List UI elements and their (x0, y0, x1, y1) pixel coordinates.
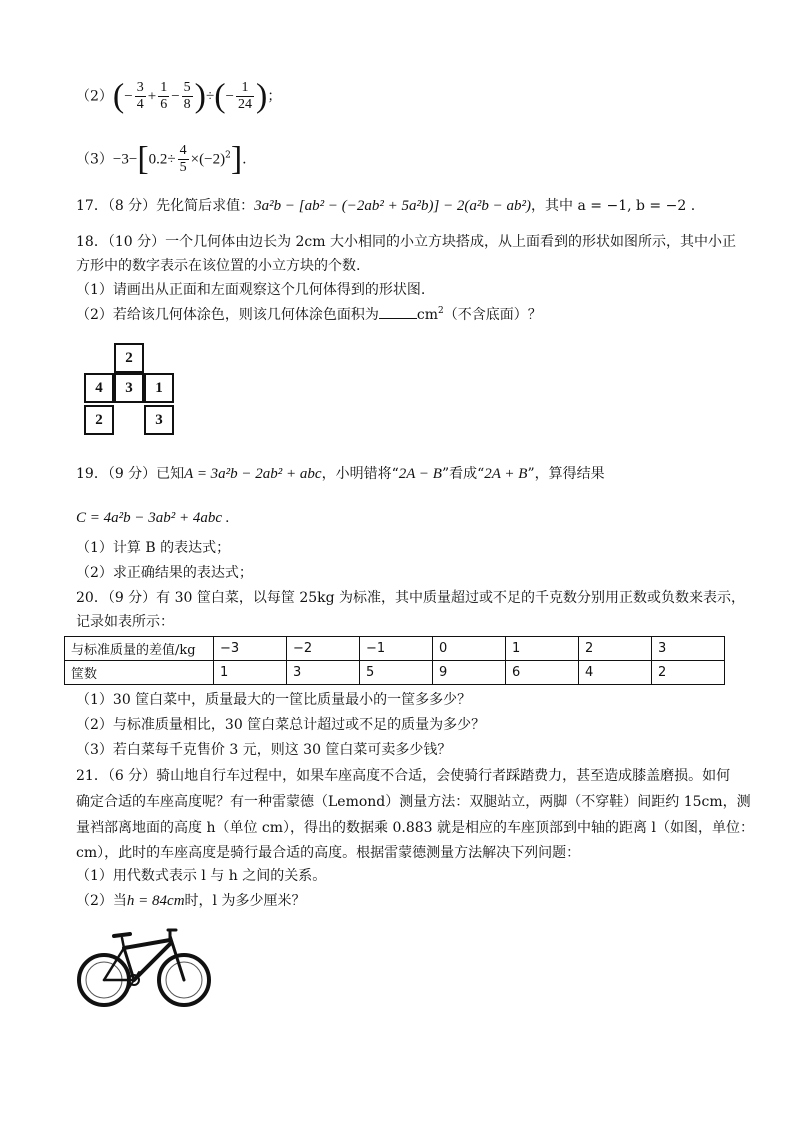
fraction-5-8: $\frac{5}{8}$ (183, 80, 191, 112)
q20-sub3: （3）若白菜每千克售价 3 元，则这 30 筐白菜可卖多少钱？ (76, 742, 452, 758)
table-cell: 2 (579, 637, 652, 661)
fraction-3-4: $\frac{3}{4}$ (136, 80, 144, 112)
q17-condition: ，其中 a = −1, b = −2 . (531, 198, 696, 214)
table-cell: −3 (214, 637, 287, 661)
table-header-cell: 与标准质量的差值/kg (65, 637, 214, 661)
table-cell: 4 (579, 661, 652, 685)
table-cell: 5 (360, 661, 433, 685)
table-cell: 3 (652, 637, 725, 661)
q16-part2-label: （2） (76, 88, 113, 105)
table-cell: 2 (652, 661, 725, 685)
grid-cell: 3 (114, 373, 144, 403)
q19-sub2: （2）求正确结果的表达式； (76, 565, 253, 581)
q20-line2: 记录如表所示： (76, 614, 174, 630)
paren-close: ) (194, 77, 206, 115)
q20-line1: 20．（9 分）有 30 筐白菜，以每筐 25kg 为标准，其中质量超过或不足的千克数分别用正数或负数来表示， (76, 590, 746, 606)
q21-line3: 量裆部离地面的高度 h（单位 cm），得出的数据乘 0.883 就是相应的车座顶部到中轴的距离 l（如图，单位： (76, 820, 754, 836)
table-cell: 6 (506, 661, 579, 685)
q17-expression: 3a²b − [ab² − (−2ab² + 5a²b)] − 2(a²b − ab²) (254, 198, 532, 214)
table-cell: 0 (433, 637, 506, 661)
q19-A-expression: A = 3a²b − 2ab² + abc (184, 466, 322, 482)
bicycle-image (72, 918, 222, 1016)
paren-open: ( (112, 77, 125, 115)
table-cell: −2 (287, 637, 360, 661)
q18-sub2: （2）若给该几何体涂色，则该几何体涂色面积为 $cm^2$（不含底面）？ (76, 306, 542, 323)
table-cell: −1 (360, 637, 433, 661)
table-row (65, 637, 725, 661)
table-cell: 9 (433, 661, 506, 685)
q21-line2: 确定合适的车座高度呢？有一种雷蒙德（Lemond）测量方法：双腿站立，两脚（不穿鞋）间距约 15cm，测 (76, 794, 751, 810)
table-cell: 1 (214, 661, 287, 685)
table-cell: 3 (287, 661, 360, 685)
grid-cell: 1 (144, 373, 174, 403)
q18-line2: 方形中的数字表示在该位置的小立方块的个数. (76, 258, 361, 274)
q19-sub1: （1）计算 B 的表达式； (76, 540, 231, 556)
answer-blank (379, 306, 417, 319)
q20-sub1: （1）30 筐白菜中，质量最大的一筐比质量最小的一筐多多少？ (76, 692, 472, 708)
q18-sub1: （1）请画出从正面和左面观察这个几何体得到的形状图. (76, 282, 426, 298)
fraction-1-6: $\frac{1}{6}$ (160, 80, 168, 112)
q17 (76, 196, 695, 216)
q21-line4: cm），此时的车座高度是骑行最合适的高度。根据雷蒙德测量方法解决下列问题： (76, 845, 581, 861)
q18-line1: 18．（10 分）一个几何体由边长为 2cm 大小相同的小立方块搭成，从上面看到的形状如图所示，其中小正 (76, 234, 737, 250)
grid-cell: 3 (144, 405, 174, 435)
fraction-1-24: $\frac{1}{24}$ (238, 80, 253, 112)
q17-label: 17．（8 分）先化简后求值： (76, 198, 255, 214)
q19-C-expression: C = 4a²b − 3ab² + 4abc . (76, 510, 230, 526)
q20-sub2: （2）与标准质量相比，30 筐白菜总计超过或不足的质量为多少？ (76, 717, 486, 733)
q20-data-table (64, 636, 725, 685)
fraction-4-5: $\frac{4}{5}$ (179, 143, 187, 175)
q21-sub2: （2）当h = 84cm时，l 为多少厘米？ (76, 893, 306, 909)
table-header-cell: 筐数 (65, 661, 214, 685)
grid-cell: 2 (84, 405, 114, 435)
grid-cell: 4 (84, 373, 114, 403)
top-view-grid (82, 343, 178, 439)
table-row (65, 661, 725, 685)
table-cell: 1 (506, 637, 579, 661)
q19-line1: 19．（9 分）已知A = 3a²b − 2ab² + abc，小明错将“2A − B”看成“2A + B”，算得结果 (76, 466, 605, 482)
q16-part3: （3）−3−[0.2÷ $\frac{4}{5}$ $\times(-2)^2$]. (76, 140, 247, 178)
q21-sub1: （1）用代数式表示 l 与 h 之间的关系。 (76, 868, 327, 884)
q16-part2: （2）(− $\frac{3}{4}$ + $\frac{1}{6}$ − $\frac{5}{8}$ )÷(− $\frac{1}{24}$ )； (76, 77, 282, 115)
q21-line1: 21．（6 分）骑山地自行车过程中，如果车座高度不合适，会使骑行者踩踏费力，甚至造成膝盖磨损。如何 (76, 768, 731, 784)
grid-cell: 2 (114, 343, 144, 373)
